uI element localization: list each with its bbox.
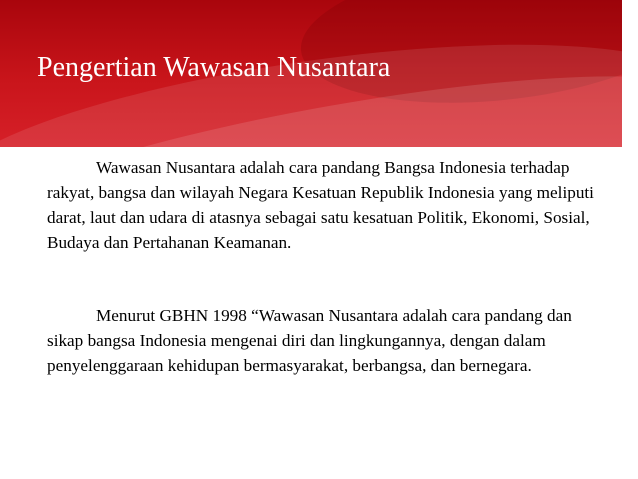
paragraph-definition: Wawasan Nusantara adalah cara pandang Bangsa Indonesia terhadap rakyat, bangsa dan wilayah Negara Kesatuan Republik Indonesia yang meliputi darat, laut dan udara di atasnya sebagai satu kesatuan Politik, Ekonomi, Sosial, Budaya dan Pertahanan Keamanan. bbox=[47, 158, 594, 252]
slide-title: Pengertian Wawasan Nusantara bbox=[37, 52, 391, 83]
right-edge-strip bbox=[622, 0, 638, 147]
paragraph-gbhn-quote: Menurut GBHN 1998 “Wawasan Nusantara adalah cara pandang dan sikap bangsa Indonesia mengenai diri dan lingkungannya, dengan dalam penyelenggaraan kehidupan bermasyarakat, berbangsa, dan bernegara. bbox=[47, 306, 572, 375]
